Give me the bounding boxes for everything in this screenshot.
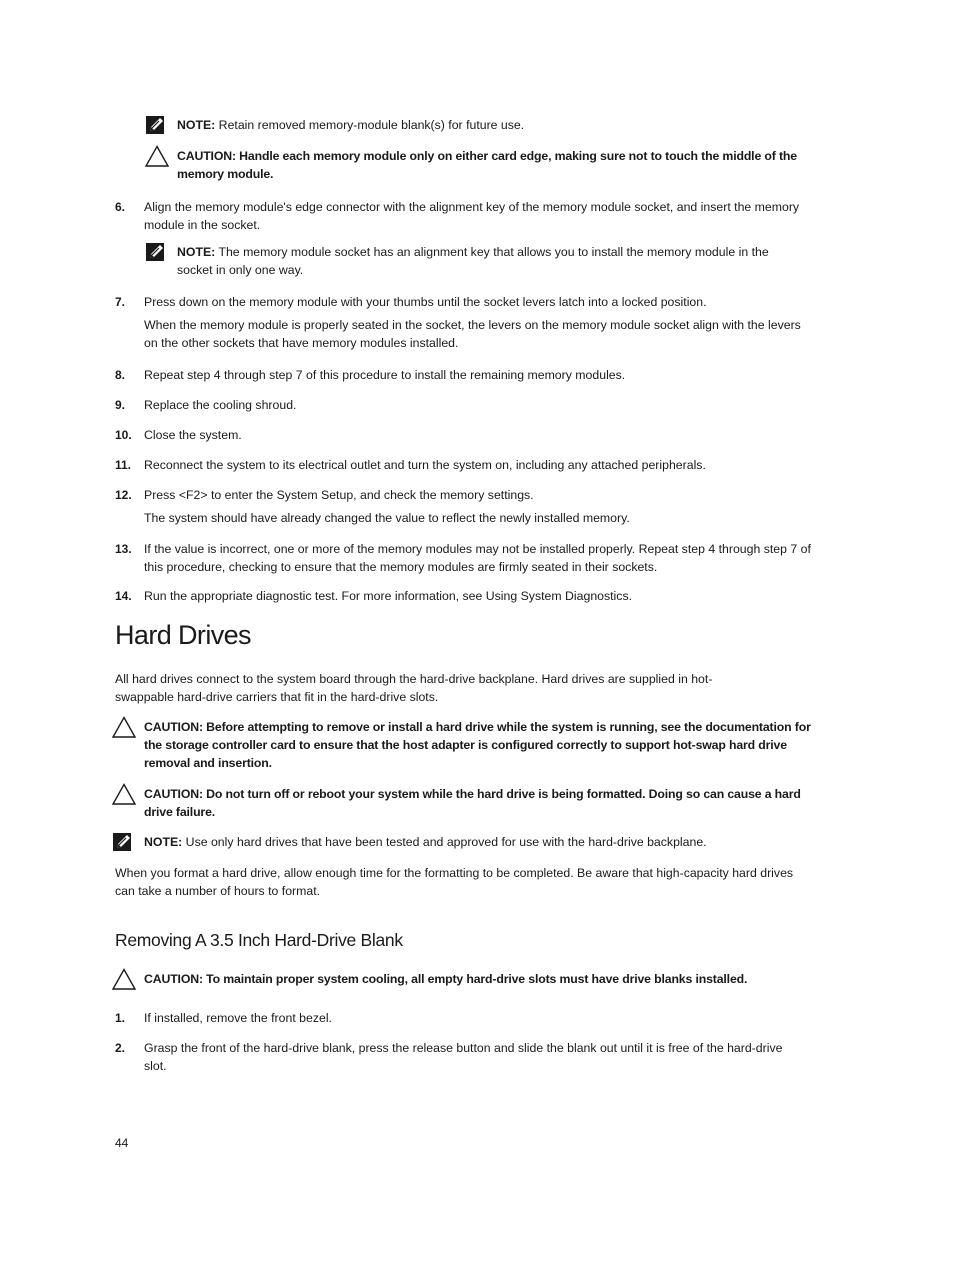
caution-hot-swap <box>112 718 812 772</box>
step-number: 7. <box>115 295 126 309</box>
step-text: If the value is incorrect, one or more of the memory modules may not be installed properly. Repeat step 4 through step 7 of this procedure, checking to ensure that the memory modules are firmly seated in their sockets. <box>144 542 811 574</box>
step-number: 6. <box>115 200 126 214</box>
step-number: 11. <box>115 458 132 472</box>
section-title-hard-drives: Hard Drives <box>115 620 251 650</box>
step-text: Align the memory module's edge connector with the alignment key of the memory module socket, and insert the memory module in the socket. <box>144 200 800 232</box>
note-label: NOTE: <box>177 245 216 259</box>
caution-handle-module <box>145 147 805 183</box>
step-text: Close the system. <box>144 428 242 442</box>
caution-text: CAUTION: Before attempting to remove or install a hard drive while the system is running, see the documentation for the storage controller card to ensure that the host adapter is configured correctly to support hot-swap hard drive removal and insertion. <box>144 720 811 770</box>
step-8 <box>115 366 815 384</box>
note-text: The memory module socket has an alignment key that allows you to install the memory module in the socket in only one way. <box>177 245 769 277</box>
step-12 <box>115 486 815 527</box>
step-number: 1. <box>115 1011 126 1025</box>
step-9 <box>115 396 815 414</box>
note-alignment-key <box>145 243 805 279</box>
subsection-title-removing-blank: Removing A 3.5 Inch Hard-Drive Blank <box>115 930 403 950</box>
step-number: 12. <box>115 488 132 502</box>
step-text: Repeat step 4 through step 7 of this procedure to install the remaining memory modules. <box>144 368 626 382</box>
caution-triangle-icon <box>145 145 169 167</box>
caution-triangle-icon <box>112 716 136 738</box>
step-14 <box>115 587 815 605</box>
caution-text: CAUTION: Handle each memory module only on either card edge, making sure not to touch the middle of the memory module. <box>177 149 797 181</box>
step-13 <box>115 540 815 576</box>
step-6 <box>115 198 815 234</box>
step-number: 2. <box>115 1041 126 1055</box>
note-pencil-icon <box>145 114 169 136</box>
note-retain-blanks <box>145 116 815 136</box>
step-text: Run the appropriate diagnostic test. For more information, see Using System Diagnostics. <box>144 589 633 603</box>
note-text: Retain removed memory-module blank(s) for future use. <box>215 118 525 132</box>
note-label: NOTE: <box>177 118 216 132</box>
step-text: Press down on the memory module with your thumbs until the socket levers latch into a locked position. <box>144 295 707 309</box>
caution-triangle-icon <box>112 968 136 990</box>
note-text: Use only hard drives that have been tested and approved for use with the hard-drive backplane. <box>182 835 707 849</box>
removing-step-2 <box>115 1039 815 1075</box>
step-number: 9. <box>115 398 126 412</box>
step-text: Replace the cooling shroud. <box>144 398 297 412</box>
step-text: Grasp the front of the hard-drive blank, press the release button and slide the blank out until it is free of the hard-drive slot. <box>144 1041 783 1073</box>
step-detail: The system should have already changed the value to reflect the newly installed memory. <box>144 511 630 525</box>
page-number: 44 <box>115 1136 129 1150</box>
removing-step-1 <box>115 1009 815 1027</box>
step-11 <box>115 456 815 474</box>
caution-drive-blanks <box>112 970 812 990</box>
step-number: 10. <box>115 428 132 442</box>
caution-formatting <box>112 785 812 821</box>
step-text: Press <F2> to enter the System Setup, and check the memory settings. <box>144 488 534 502</box>
step-number: 14. <box>115 589 132 603</box>
step-7 <box>115 293 815 352</box>
step-10 <box>115 426 815 444</box>
caution-triangle-icon <box>112 783 136 805</box>
note-pencil-icon <box>112 831 136 853</box>
hard-drives-intro: All hard drives connect to the system board through the hard-drive backplane. Hard drives are supplied in hot-swappable hard-drive carriers that fit in the hard-drive slots. <box>115 672 713 704</box>
step-number: 13. <box>115 542 132 556</box>
note-approved-drives <box>112 833 812 853</box>
note-pencil-icon <box>145 241 169 263</box>
note-label: NOTE: <box>144 835 183 849</box>
step-detail: When the memory module is properly seated in the socket, the levers on the memory module socket align with the levers on the other sockets that have memory modules installed. <box>144 318 801 350</box>
caution-text: CAUTION: Do not turn off or reboot your system while the hard drive is being formatted. Doing so can cause a hard drive failure. <box>144 787 801 819</box>
step-text: Reconnect the system to its electrical outlet and turn the system on, including any attached peripherals. <box>144 458 706 472</box>
format-paragraph: When you format a hard drive, allow enough time for the formatting to be completed. Be aware that high-capacity hard drives can take a number of hours to format. <box>115 866 794 898</box>
step-text: If installed, remove the front bezel. <box>144 1011 332 1025</box>
step-number: 8. <box>115 368 126 382</box>
caution-text: CAUTION: To maintain proper system cooling, all empty hard-drive slots must have drive blanks installed. <box>144 972 748 986</box>
